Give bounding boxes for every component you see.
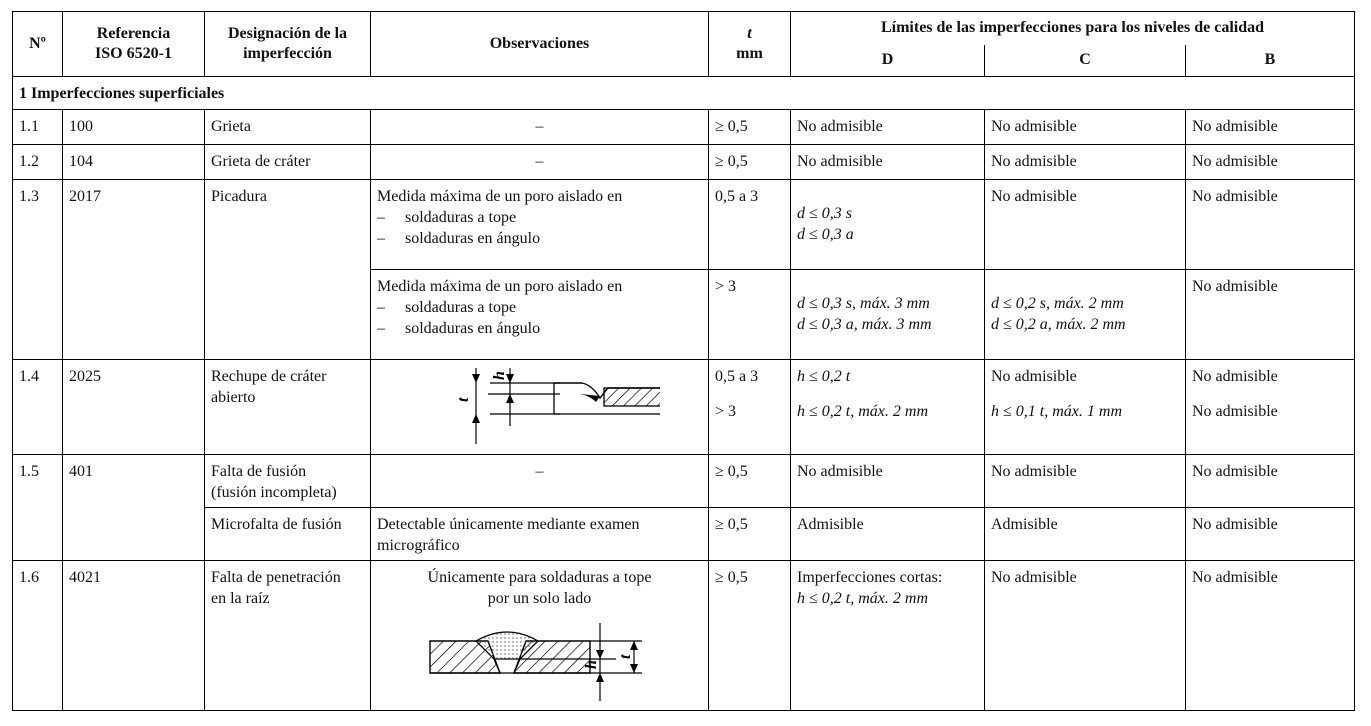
crater-pipe-figure — [420, 366, 660, 450]
header-referencia — [63, 12, 205, 77]
table-row — [13, 180, 1355, 270]
row-no: 1.1 — [13, 110, 63, 145]
row-t: ≥ 0,5 — [709, 561, 791, 711]
row-obs: – — [371, 110, 709, 145]
row-ref: 4021 — [63, 561, 205, 711]
obs-line: Medida máxima de un poro aislado en — [377, 278, 623, 295]
obs-bullet-item — [377, 297, 702, 318]
row-name — [205, 561, 371, 711]
row-level-b: No admisible — [1186, 561, 1355, 711]
row-obs — [371, 270, 709, 360]
table-row — [13, 508, 1355, 561]
row-obs — [371, 180, 709, 270]
row-level-c — [985, 360, 1186, 455]
fig-label-t: t — [616, 654, 634, 659]
row-t: ≥ 0,5 — [709, 110, 791, 145]
t-line: > 3 — [715, 403, 737, 420]
table-row — [13, 145, 1355, 180]
level-d-line: d ≤ 0,3 s, máx. 3 mm — [797, 295, 930, 312]
row-name — [205, 360, 371, 455]
row-ref: 100 — [63, 110, 205, 145]
table-row — [13, 360, 1355, 455]
header-designacion — [205, 12, 371, 77]
row-name: Grieta — [205, 110, 371, 145]
row-level-d: No admisible — [791, 110, 985, 145]
row-no: 1.3 — [13, 180, 63, 360]
header-t-symbol: t — [747, 25, 752, 42]
fig-label-h: h — [490, 371, 508, 380]
row-level-b: No admisible — [1186, 180, 1355, 270]
row-ref: 104 — [63, 145, 205, 180]
row-level-d — [791, 180, 985, 270]
row-name — [205, 455, 371, 508]
row-level-c: No admisible — [985, 455, 1186, 508]
header-t-unit: mm — [736, 45, 763, 62]
row-obs — [371, 561, 709, 711]
obs-line: micrográfico — [377, 537, 460, 554]
imperfections-table — [12, 11, 1355, 711]
level-c-line: d ≤ 0,2 a, máx. 2 mm — [991, 316, 1126, 333]
row-level-d: No admisible — [791, 455, 985, 508]
obs-line: Medida máxima de un poro aislado en — [377, 188, 623, 205]
row-name: Picadura — [205, 180, 371, 360]
row-t: > 3 — [709, 270, 791, 360]
row-obs: – — [371, 455, 709, 508]
row-level-b: No admisible — [1186, 270, 1355, 360]
bullet-dash: – — [377, 230, 385, 247]
obs-line: por un solo lado — [487, 590, 592, 607]
level-c-line: d ≤ 0,2 s, máx. 2 mm — [991, 295, 1124, 312]
row-obs: – — [371, 145, 709, 180]
bullet-dash: – — [377, 299, 385, 316]
header-designacion-line2: imperfección — [243, 45, 332, 62]
row-t: ≥ 0,5 — [709, 455, 791, 508]
obs-bullet-text: soldaduras a tope — [405, 299, 517, 316]
root-penetration-figure — [420, 613, 660, 705]
table-row — [13, 110, 1355, 145]
table-row — [13, 561, 1355, 711]
row-level-d — [791, 360, 985, 455]
level-d-line: d ≤ 0,3 a, máx. 3 mm — [797, 316, 932, 333]
row-level-c: No admisible — [985, 561, 1186, 711]
row-t: ≥ 0,5 — [709, 508, 791, 561]
bullet-dash: – — [377, 320, 385, 337]
row-no: 1.2 — [13, 145, 63, 180]
header-observaciones: Observaciones — [371, 12, 709, 77]
name-line: Falta de fusión — [211, 463, 307, 480]
row-level-d — [791, 270, 985, 360]
level-d-line: Imperfecciones cortas: — [797, 569, 943, 586]
row-level-b: No admisible — [1186, 508, 1355, 561]
name-line: en la raíz — [211, 590, 270, 607]
row-obs — [371, 360, 709, 455]
row-no: 1.6 — [13, 561, 63, 711]
level-d-line: h ≤ 0,2 t, máx. 2 mm — [797, 590, 928, 607]
header-referencia-line2: ISO 6520-1 — [95, 45, 172, 62]
row-level-c: No admisible — [985, 110, 1186, 145]
name-line: abierto — [211, 389, 256, 406]
name-line: Falta de penetración — [211, 569, 341, 586]
header-designacion-line1: Designación de la — [227, 25, 348, 42]
row-level-b: No admisible — [1186, 110, 1355, 145]
header-level-b: B — [1186, 45, 1355, 77]
fig-label-h: h — [582, 660, 600, 669]
row-level-d — [791, 561, 985, 711]
obs-bullet-item — [377, 318, 702, 339]
row-level-b — [1186, 360, 1355, 455]
header-t — [709, 12, 791, 77]
header-no: Nº — [13, 12, 63, 77]
row-ref: 401 — [63, 455, 205, 561]
obs-bullet-text: soldaduras en ángulo — [405, 230, 541, 247]
name-line: Rechupe de cráter — [211, 368, 327, 385]
row-name: Grieta de cráter — [205, 145, 371, 180]
row-ref: 2017 — [63, 180, 205, 360]
obs-line: Únicamente para soldaduras a tope — [427, 569, 652, 586]
bullet-dash: – — [377, 209, 385, 226]
row-level-c: Admisible — [985, 508, 1186, 561]
level-d-line: h ≤ 0,2 t — [797, 368, 851, 385]
header-referencia-line1: Referencia — [96, 25, 171, 42]
obs-bullet-item — [377, 228, 702, 249]
fig-label-t: t — [454, 397, 472, 402]
obs-line: Detectable únicamente mediante examen — [377, 516, 640, 533]
level-b-line: No admisible — [1192, 403, 1278, 420]
row-level-c: No admisible — [985, 145, 1186, 180]
header-level-c: C — [985, 45, 1186, 77]
row-no: 1.5 — [13, 455, 63, 561]
row-t: ≥ 0,5 — [709, 145, 791, 180]
row-t — [709, 360, 791, 455]
row-level-d: Admisible — [791, 508, 985, 561]
obs-bullet-text: soldaduras en ángulo — [405, 320, 541, 337]
table-row — [13, 455, 1355, 508]
row-no: 1.4 — [13, 360, 63, 455]
header-limites: Límites de las imperfecciones para los niveles de calidad — [791, 12, 1355, 45]
level-c-line: h ≤ 0,1 t, máx. 1 mm — [991, 403, 1122, 420]
section-title: 1 Imperfecciones superficiales — [13, 77, 1355, 110]
level-d-line: d ≤ 0,3 a — [797, 226, 854, 243]
row-level-d: No admisible — [791, 145, 985, 180]
obs-bullet-item — [377, 207, 702, 228]
row-level-b: No admisible — [1186, 455, 1355, 508]
level-b-line: No admisible — [1192, 368, 1278, 385]
name-line: (fusión incompleta) — [211, 484, 337, 501]
row-level-b: No admisible — [1186, 145, 1355, 180]
row-obs — [371, 508, 709, 561]
row-ref: 2025 — [63, 360, 205, 455]
level-c-line: No admisible — [991, 368, 1077, 385]
row-t: 0,5 a 3 — [709, 180, 791, 270]
row-name: Microfalta de fusión — [205, 508, 371, 561]
obs-bullet-text: soldaduras a tope — [405, 209, 517, 226]
row-level-c — [985, 270, 1186, 360]
t-line: 0,5 a 3 — [715, 368, 759, 385]
row-level-c: No admisible — [985, 180, 1186, 270]
level-d-line: d ≤ 0,3 s — [797, 205, 853, 222]
level-d-line: h ≤ 0,2 t, máx. 2 mm — [797, 403, 928, 420]
header-level-d: D — [791, 45, 985, 77]
